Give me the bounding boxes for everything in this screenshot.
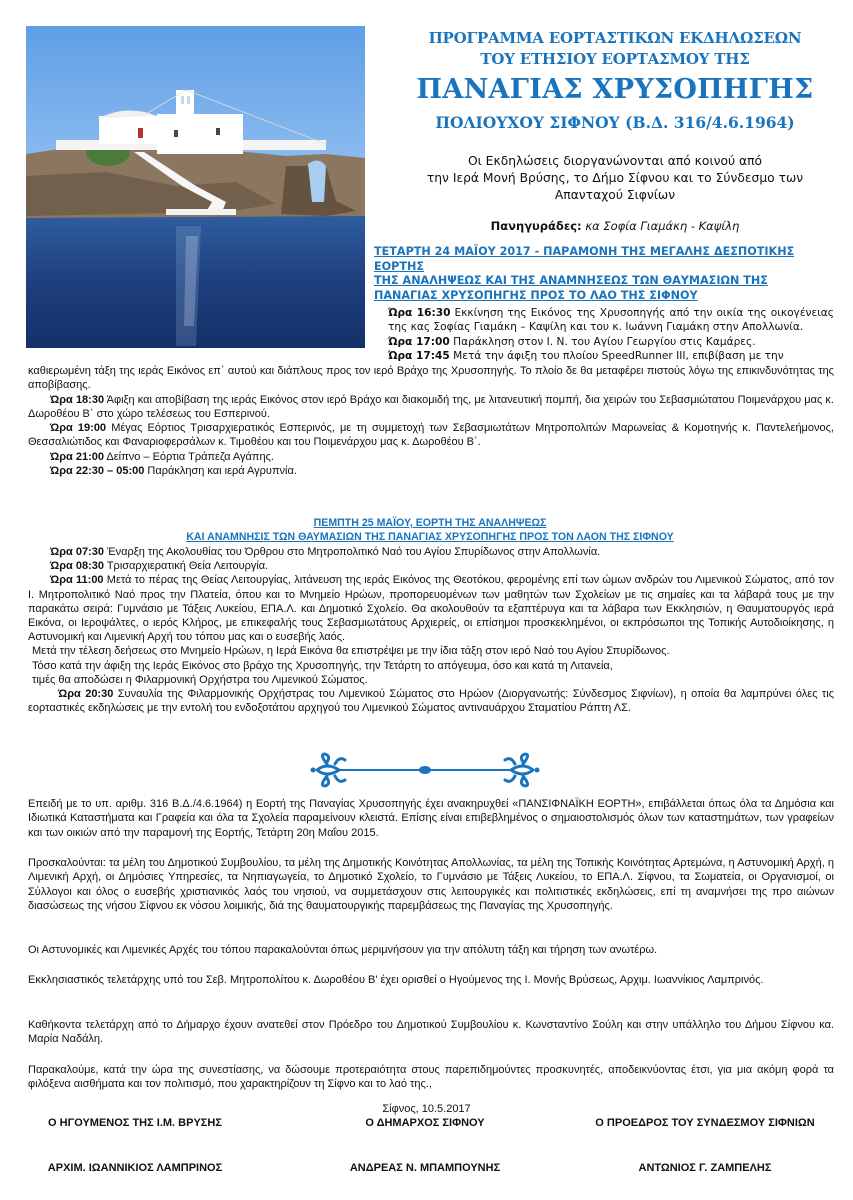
church-photo-illustration [26, 26, 365, 348]
event-time: Ώρα 18:30 [50, 393, 105, 406]
event-time: Ώρα 17:45 [388, 349, 450, 362]
event-time: Ώρα 20:30 [58, 688, 114, 701]
event-time: Ώρα 17:00 [388, 335, 450, 348]
schedule-event [28, 559, 834, 573]
ornamental-divider-icon [305, 752, 545, 788]
signatory-role: Ο ΗΓΟΥΜΕΝΟΣ ΤΗΣ Ι.Μ. ΒΡΥΣΗΣ [48, 1117, 222, 1129]
organizers-line-3: Απανταχού Σιφνίων [554, 188, 676, 202]
organizers-text [395, 153, 835, 204]
event-text: Μετά την άφιξη του πλοίου SpeedRunner III, επιβίβαση με την [449, 349, 784, 362]
signatory-role: Ο ΠΡΟΕΔΡΟΣ ΤΟΥ ΣΥΝΔΕΣΜΟΥ ΣΙΦΝΙΩΝ [595, 1117, 815, 1129]
event-time: Ώρα 08:30 [50, 560, 104, 573]
day1-schedule-bottom [28, 364, 834, 478]
schedule-event [28, 393, 834, 422]
day1-heading-line: ΠΑΝΑΓΙΑΣ ΧΡΥΣΟΠΗΓΗΣ ΠΡΟΣ ΤΟ ΛΑΟ ΤΗΣ ΣΙΦΝΟΥ [374, 288, 698, 302]
event-time: Ώρα 16:30 [388, 307, 451, 319]
day1-heading [374, 245, 834, 303]
event-time: Ώρα 11:00 [50, 574, 104, 587]
day1-heading-line: ΤΕΤΑΡΤΗ 24 ΜΑΪΟΥ 2017 - ΠΑΡΑΜΟΝΗ ΤΗΣ ΜΕΓΑΛΗΣ ΔΕΣΠΟΤΙΚΗΣ ΕΟΡΤΗΣ [374, 245, 795, 273]
signatory-name: ΑΡΧΙΜ. ΙΩΑΝΝΙΚΙΟΣ ΛΑΜΠΡΙΝΟΣ [47, 1162, 223, 1174]
organizers-line-1: Οι Εκδηλώσεις διοργανώνονται από κοινού από [467, 154, 763, 168]
header-subtitle: ΠΟΛΙΟΥΧΟΥ ΣΙΦΝΟΥ (Β.Δ. 316/4.6.1964) [435, 113, 795, 132]
day2-heading [30, 516, 830, 544]
schedule-event [28, 545, 834, 559]
notice-church-master: Εκκλησιαστικός τελετάρχης υπό του Σεβ. Μητροπολίτου κ. Δωροθέου Β' έχει ορισθεί ο Ηγούμενος της Ι. Μονής Βρύσεως, Αρχιμ. Ιωαννίκιος Λαμπρινός. [28, 974, 764, 986]
notice-authorities: Οι Αστυνομικές και Λιμενικές Αρχές του τόπου παρακαλούνται όπως μεριμνήσουν για την απόλυτη τάξη και τήρηση των ανωτέρω. [28, 944, 658, 956]
day2-schedule [28, 545, 834, 715]
signatory-role: Ο ΔΗΜΑΡΧΟΣ ΣΙΦΝΟΥ [365, 1117, 485, 1129]
schedule-event [28, 573, 834, 644]
event-text: Δείπνο – Εόρτια Τράπεζα Αγάπης. [103, 450, 274, 463]
schedule-event [388, 335, 834, 349]
panigyrades-label: Πανηγυράδες: [490, 219, 582, 233]
event-text: Παράκληση και ιερά Αγρυπνία. [144, 465, 297, 478]
day1-schedule-top [388, 306, 834, 363]
schedule-event [28, 464, 834, 478]
church-building [99, 116, 157, 144]
header-line-1: ΠΡΟΓΡΑΜΜΑ ΕΟΡΤΑΣΤΙΚΩΝ ΕΚΔΗΛΩΣΕΩΝ [428, 29, 802, 47]
signatory-name: ΑΝΔΡΕΑΣ Ν. ΜΠΑΜΠΟΥΝΗΣ [349, 1162, 501, 1174]
event-text: Μετά το πέρας της Θείας Λειτουργίας, λιτάνευση της ιεράς Εικόνος της Θεοτόκου, φερομένης επί των ώμων ανδρών του Λιμενικού Σώματος, από τον Ι. Μητροπολιτικό Ναό προς την Πλατεία, όπου και το Μνημείο Ηρώων, προπορευομένων των μαθητών των Σχολείων με τις σημαίες και τα λάβαρά τους με την παρακάτω σειρά: Γυμνάσιο με Τάξεις Λυκείου, ΕΠΑ.Λ. και Δημοτικό Σχολείο. Θα ακολουθούν τα εξαπτέρυγα και τα λάβαρα των Εκκλησιών, η Θαυματουργός ιερά Εικόνα, οι Ιεροψάλτες, ο ιερός Κλήρος, με επικεφαλής τους Σεβασμιωτάτους Αρχιερείς, οι επίσημοι προσκεκλημένοι, οι εκπρόσωποι της Τοπικής Αυτοδιοίκησης, η Αστυνομική και Λιμενική Αρχή του τόπου μας και ο ευσεβής λαός. [28, 574, 834, 644]
signatory-name: ΑΝΤΩΝΙΟΣ Γ. ΖΑΜΠΕΛΗΣ [638, 1162, 772, 1174]
after-line: τιμές θα αποδώσει η Φιλαρμονική Ορχήστρα του Λιμενικού Σώματος. [32, 673, 368, 686]
day2-heading-line: ΚΑΙ ΑΝΑΜΝΗΣΙΣ ΤΩΝ ΘΑΥΜΑΣΙΩΝ ΤΗΣ ΠΑΝΑΓΙΑΣ ΧΡΥΣΟΠΗΓΗΣ ΠΡΟΣ ΤΟΝ ΛΑΟΝ ΤΗΣ ΣΙΦΝΟΥ [186, 531, 674, 543]
schedule-event [28, 421, 834, 450]
schedule-event [28, 450, 834, 464]
place-date: Σίφνος, 10.5.2017 [382, 1103, 471, 1115]
bell-tower [176, 90, 194, 116]
notice-holiday: Επειδή με το υπ. αριθμ. 316 Β.Δ./4.6.1964) η Εορτή της Παναγίας Χρυσοπηγής έχει ανακηρυχθεί «ΠΑΝΣΙΦΝΑΪΚΗ ΕΟΡΤΗ», επιβάλλεται όπως όλα τα Δημόσια και Ιδιωτικά Καταστήματα και Γραφεία και όλα τα Σχολεία παραμείνουν κλειστά. Επίσης είναι επιβεβλημένος ο σημαιοστολισμός όλων των καταστημάτων, των γραφείων και των οικιών από την παραμονή της Εορτής, Τετάρτη 20η Μαΐου 2015. [28, 798, 834, 839]
day1-heading-line: ΤΗΣ ΑΝΑΛΗΨΕΩΣ ΚΑΙ ΤΗΣ ΑΝΑΜΝΗΣΕΩΣ ΤΩΝ ΘΑΥΜΑΣΙΩΝ ΤΗΣ [374, 274, 768, 287]
event-text: Εκκίνηση της Εικόνος της Χρυσοπηγής από την οικία της οικογένειας της κας Σοφίας Γιαμάκη – Καψίλη και του κ. Ιωάννη Γιαμάκη στην Απολλωνία. [388, 307, 834, 334]
event-text: Άφιξη και αποβίβαση της ιεράς Εικόνος στον ιερό Βράχο και διακομιδή της, με λιτανευτική πομπή, δια χειρών του Σεβασμιώτατου Ποιμενάρχου μας κ. Δωροθέου Β΄ στο χώρο τελέσεως του Εσπερινού. [28, 393, 834, 420]
header-main-title: ΠΑΝΑΓΙΑΣ ΧΡΥΣΟΠΗΓΗΣ [416, 74, 814, 105]
panigyrades [395, 219, 835, 233]
schedule-event [388, 349, 834, 363]
event-time: Ώρα 22:30 – 05:00 [50, 465, 145, 478]
event-text: Παράκληση στον Ι. Ν. του Αγίου Γεωργίου στις Καμάρες. [449, 335, 756, 348]
event-text: Έναρξη της Ακολουθίας του Όρθρου στο Μητροπολιτικό Ναό του Αγίου Σπυρίδωνος στην Απολλωνία. [103, 546, 601, 558]
event-text: Συναυλία της Φιλαρμονικής Ορχήστρας του Λιμενικού Σώματος στο Ηρώον (Διοργανωτής: Σύνδεσμος Σιφνίων), η οποία θα λαμπρύνει όλες τις εορταστικές εκδηλώσεις με την εντολή του ενδοξοτάτου αρχηγού του Λιμενικού Σώματος αντιναυάρχου Σταματίου Ράπτη ΛΣ. [28, 688, 835, 715]
after-line: Μετά την τέλεση δεήσεως στο Μνημείο Ηρώων, η Ιερά Εικόνα θα επιστρέψει με την ίδια τάξη στον ιερό Ναό του Αγίου Σπυρίδωνος. [32, 645, 670, 658]
panigyrades-value: κα Σοφία Γιαμάκη - Καψίλη [585, 219, 740, 233]
event-time: Ώρα 07:30 [50, 546, 104, 558]
organizers-line-2: την Ιερά Μονή Βρύσης, το Δήμο Σίφνου και το Σύνδεσμο των [426, 171, 804, 185]
church-photo [26, 26, 365, 348]
event-time: Ώρα 21:00 [50, 450, 104, 463]
header-program-title [395, 28, 835, 70]
event-text-continued: καθιερωμένη τάξη της ιεράς Εικόνος επ΄ αυτού και διάπλους προς τον ιερό Βράχο της Χρυσοπηγής. Το πλοίο δε θα μεταφέρει πιστούς λόγω της επικινδυνότητας της αποβίβασης. [28, 365, 834, 392]
after-line: Τόσο κατά την άφιξη της Ιεράς Εικόνος στο βράχο της Χρυσοπηγής, την Τετάρτη το απόγευμα, όσο και κατά τη Λιτανεία, [32, 659, 613, 672]
header-line-2: ΤΟΥ ΕΤΗΣΙΟΥ ΕΟΡΤΑΣΜΟΥ ΤΗΣ [480, 50, 750, 68]
notice-municipal-master: Καθήκοντα τελετάρχη από το Δήμαρχο έχουν ανατεθεί στον Πρόεδρο του Δημοτικού Συμβουλίου κ. Κωνσταντίνο Σούλη και στην υπάλληλο του Δήμου Σίφνου κα. Μαρία Ναδάλη. [28, 1019, 834, 1046]
notice-pilgrims: Παρακαλούμε, κατά την ώρα της συνεστίασης, να δώσουμε προτεραιότητα στους παρεπιδημούντες προσκυνητές, αποδεικνύοντας έτσι, για μια ακόμη φορά τα φιλόξενα αισθήματα και τον πολιτισμό, που χαρακτηρίζουν τη Σίφνο και το λαό της., [28, 1064, 834, 1091]
schedule-event [28, 687, 834, 715]
event-text: Μέγας Εόρτιος Τρισαρχιερατικός Εσπερινός, με τη συμμετοχή των Σεβασμιωτάτων Μητροπολιτών Μαρωνείας & Κομοτηνής κ. Παντελεήμονος, Θεσσαλιώτιδος και Φαναριοφερσάλων κ. Τιμοθέου και του Ποιμενάρχου μας κ. Δωροθέου Β΄. [28, 422, 834, 449]
notice-invited: Προσκαλούνται: τα μέλη του Δημοτικού Συμβουλίου, τα μέλη της Δημοτικής Κοινότητας Απολλωνίας, τα μέλη της Τοπικής Κοινότητας Αρτεμώνα, η Αστυνομική Αρχή, η Λιμενική Αρχή, οι Δημόσιες Υπηρεσίες, τα Νηπιαγωγεία, το Δημοτικό Σχολείο, το Γυμνάσιο με Τάξεις Λυκείου, το ΕΠΑ.Λ. Σίφνου, τα Σωματεία, οι Οργανισμοί, οι Σύλλογοι και όλος ο ευσεβής χριστιανικός λαός του νησιού, να συμμετάσχουν στις λειτουργικές και πολιτιστικές εκδηλώσεις, επί τη αναμνήσει της προ αιώνων διασώσεως της νήσου Σίφνου εκ νόσου λοιμικής, διά της θαυματουργικής παρεμβάσεως της Παναγίας της Χρυσοπηγής. [28, 857, 834, 912]
event-time: Ώρα 19:00 [50, 422, 107, 435]
day2-heading-line: ΠΕΜΠΤΗ 25 ΜΑΪΟΥ, ΕΟΡΤΗ ΤΗΣ ΑΝΑΛΗΨΕΩΣ [313, 517, 547, 529]
event-text: Τρισαρχιερατική Θεία Λειτουργία. [103, 560, 269, 573]
schedule-event [388, 306, 834, 335]
